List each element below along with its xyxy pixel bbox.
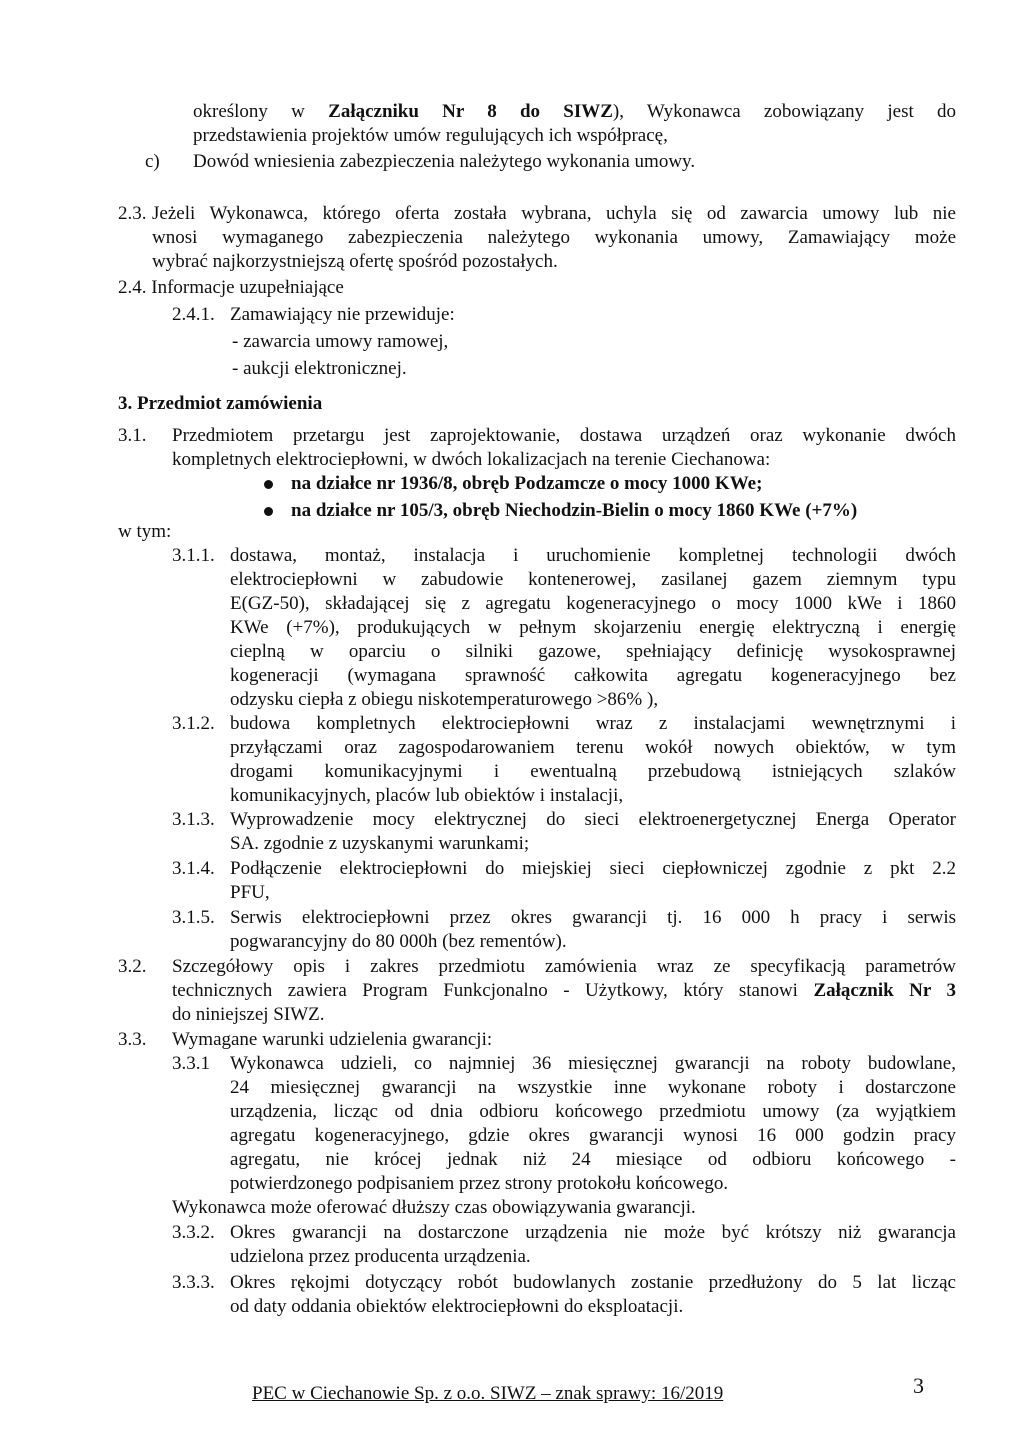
item-3-3-1-line: potwierdzonego podpisaniem przez strony protokołu końcowego. <box>230 1173 729 1194</box>
section-3-3-text: Wymagane warunki udzielenia gwarancji: <box>172 1029 493 1050</box>
section-3-1-line-2: kompletnych elektrociepłowni, w dwóch lokalizacjach na terenie Ciechanowa: <box>172 449 771 470</box>
section-2-4-1-text: Zamawiający nie przewiduje: <box>230 304 455 325</box>
attachment-ref-8: Załączniku Nr 8 do SIWZ <box>328 101 613 122</box>
item-3-3-1-line: urządzenia, licząc od dnia odbioru końcowego przedmiotu umowy (za wyjątkiem <box>230 1101 956 1122</box>
text: ), Wykonawca zobowiązany jest do <box>612 101 957 122</box>
section-3-2-line-2 <box>172 979 956 1003</box>
bullet-icon <box>264 480 273 489</box>
item-3-1-1-line: elektrociepłowni w zabudowie kontenerowej, zasilanej gazem ziemnym typu <box>230 569 956 590</box>
section-2-3-number: 2.3. <box>118 203 147 224</box>
section-3-1-number: 3.1. <box>118 425 147 446</box>
item-3-3-2-line: Okres gwarancji na dostarczone urządzenia nie może być krótszy niż gwarancja <box>230 1222 956 1243</box>
page-number: 3 <box>913 1373 924 1398</box>
text: określony w <box>193 101 329 122</box>
item-3-1-1-line: cieplną w oparciu o silniki gazowe, spełniający definicję wysokosprawnej <box>230 641 956 662</box>
item-3-1-2-line: komunikacyjnych, placów lub obiektów i instalacji, <box>230 785 624 806</box>
item-3-3-1-line: 24 miesięcznej gwarancji na wszystkie inne wykonane roboty i dostarczone <box>230 1077 956 1098</box>
section-3-2-number: 3.2. <box>118 956 147 977</box>
item-3-3-2-number: 3.3.2. <box>172 1222 215 1243</box>
item-3-3-3-number: 3.3.3. <box>172 1272 215 1293</box>
item-3-1-1-line: dostawa, montaż, instalacja i uruchomienie kompletnej technologii dwóch <box>230 545 956 566</box>
item-3-1-3-line: Wyprowadzenie mocy elektrycznej do sieci elektroenergetycznej Energa Operator <box>230 809 956 830</box>
item-3-1-1-line: odzysku ciepła z obiegu niskotemperaturowego >86% ), <box>230 689 659 710</box>
item-3-1-3-line: SA. zgodnie z uzyskanymi warunkami; <box>230 833 530 854</box>
section-3-1-line-1: Przedmiotem przetargu jest zaprojektowanie, dostawa urządzeń oraz wykonanie dwóch <box>172 425 956 446</box>
bullet-icon <box>264 507 273 516</box>
item-3-1-2-line: drogami komunikacyjnymi i ewentualną przebudową istniejących szlaków <box>230 761 956 782</box>
item-3-3-1-number: 3.3.1 <box>172 1053 210 1074</box>
item-3-1-4-number: 3.1.4. <box>172 858 215 879</box>
item-3-1-4-line: PFU, <box>230 882 270 903</box>
warranty-note: Wykonawca może oferować dłuższy czas obowiązywania gwarancji. <box>172 1197 696 1218</box>
item-3-1-1-number: 3.1.1. <box>172 545 215 566</box>
top-line-2: przedstawienia projektów umów regulujących ich współpracę, <box>193 125 668 146</box>
page-footer: PEC w Ciechanowie Sp. z o.o. SIWZ – znak sprawy: 16/2019 <box>252 1383 724 1404</box>
item-3-1-2-line: przyłączami oraz zagospodarowaniem terenu wokół nowych obiektów, w tym <box>230 737 956 758</box>
item-3-3-1-line: Wykonawca udzieli, co najmniej 36 miesięcznej gwarancji na roboty budowlane, <box>230 1053 956 1074</box>
item-3-1-1-line: E(GZ-50), składającej się z agregatu kogeneracyjnego o mocy 1000 kWe i 1860 <box>230 593 956 614</box>
bullet-location-2: na działce nr 105/3, obręb Niechodzin-Bielin o mocy 1860 KWe (+7%) <box>291 500 858 521</box>
item-3-1-4-line: Podłączenie elektrociepłowni do miejskiej sieci ciepłowniczej zgodnie z pkt 2.2 <box>230 858 956 879</box>
section-2-3-line-1: Jeżeli Wykonawca, którego oferta została wybrana, uchyla się od zawarcia umowy lub nie <box>152 203 956 224</box>
text: technicznych zawiera Program Funkcjonalno - Użytkowy, który stanowi <box>172 980 814 1001</box>
w-tym-label: w tym: <box>118 521 172 542</box>
item-3-1-1-line: kogeneracji (wymagana sprawność całkowita agregatu kogeneracyjnego bez <box>230 665 956 686</box>
item-3-1-2-line: budowa kompletnych elektrociepłowni wraz z instalacjami wewnętrznymi i <box>230 713 956 734</box>
section-2-4-heading: 2.4. Informacje uzupełniające <box>118 277 344 298</box>
bullet-location-1: na działce nr 1936/8, obręb Podzamcze o mocy 1000 KWe; <box>291 473 763 494</box>
section-2-3-line-3: wybrać najkorzystniejszą ofertę spośród pozostałych. <box>152 251 558 272</box>
section-3-3-number: 3.3. <box>118 1029 147 1050</box>
item-3-1-1-line: KWe (+7%), produkujących w pełnym skojarzeniu energię elektryczną i energię <box>230 617 956 638</box>
item-3-1-5-line: pogwarancyjny do 80 000h (bez rementów). <box>230 931 567 952</box>
section-2-4-1-number: 2.4.1. <box>172 304 215 325</box>
top-line-1 <box>193 100 956 124</box>
item-3-3-2-line: udzielona przez producenta urządzenia. <box>230 1246 531 1267</box>
item-3-1-5-line: Serwis elektrociepłowni przez okres gwarancji tj. 16 000 h pracy i serwis <box>230 907 956 928</box>
item-c-label: c) <box>145 151 160 172</box>
item-3-1-3-number: 3.1.3. <box>172 809 215 830</box>
item-3-3-3-line: Okres rękojmi dotyczący robót budowlanych zostanie przedłużony do 5 lat licząc <box>230 1272 956 1293</box>
section-3-heading: 3. Przedmiot zamówienia <box>118 393 323 414</box>
list-item: - aukcji elektronicznej. <box>232 358 407 379</box>
item-3-3-1-line: agregatu kogeneracyjnego, gdzie okres gwarancji wynosi 16 000 godzin pracy <box>230 1125 956 1146</box>
item-3-1-2-number: 3.1.2. <box>172 713 215 734</box>
item-c-text: Dowód wniesienia zabezpieczenia należytego wykonania umowy. <box>193 151 696 172</box>
list-item: - zawarcia umowy ramowej, <box>232 331 449 352</box>
item-3-3-3-line: od daty oddania obiektów elektrociepłowni do eksploatacji. <box>230 1296 684 1317</box>
item-3-1-5-number: 3.1.5. <box>172 907 215 928</box>
attachment-ref-3: Załącznik Nr 3 <box>813 980 957 1001</box>
section-3-2-line-3: do niniejszej SIWZ. <box>172 1004 325 1025</box>
section-3-2-line-1: Szczegółowy opis i zakres przedmiotu zamówienia wraz ze specyfikacją parametrów <box>172 956 956 977</box>
section-2-3-line-2: wnosi wymaganego zabezpieczenia należytego wykonania umowy, Zamawiający może <box>152 227 956 248</box>
item-3-3-1-line: agregatu, nie krócej jednak niż 24 miesiące od odbioru końcowego - <box>230 1149 956 1170</box>
